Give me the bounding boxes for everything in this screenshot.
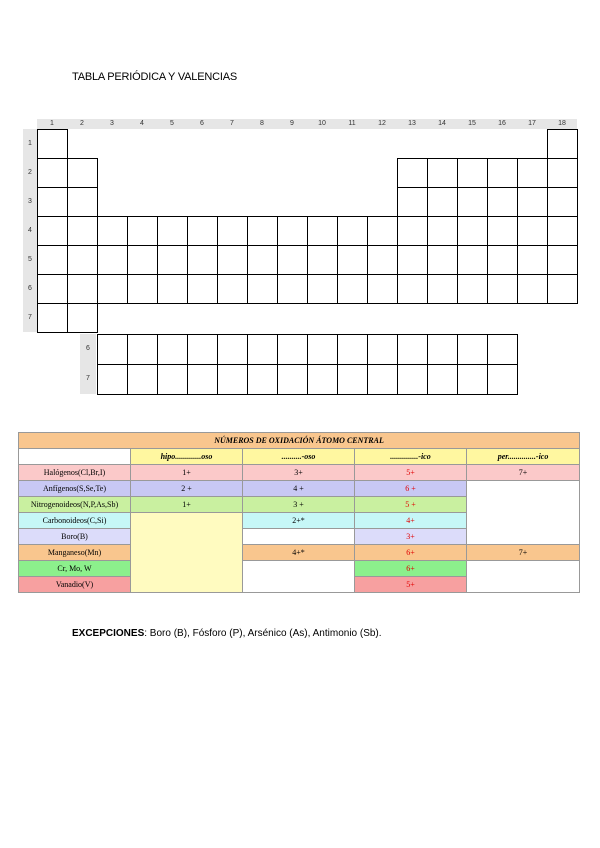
row-anfigenos bbox=[19, 481, 580, 497]
period-number-5: 5 bbox=[23, 245, 37, 274]
element-cell bbox=[277, 245, 308, 275]
group-number-4: 4 bbox=[127, 119, 157, 129]
exceptions-note bbox=[72, 628, 382, 639]
cell-hipo: 2 + bbox=[131, 481, 243, 497]
periodic-table bbox=[0, 0, 600, 420]
element-cell bbox=[427, 187, 458, 217]
f-block-cell bbox=[337, 334, 368, 365]
element-cell bbox=[547, 158, 578, 188]
col-hipo-oso: hipo.............oso bbox=[131, 449, 243, 465]
element-cell bbox=[397, 187, 428, 217]
element-cell bbox=[247, 245, 278, 275]
cell-ico: 4+ bbox=[355, 513, 467, 529]
period-number-7: 7 bbox=[23, 303, 37, 332]
f-block-cell bbox=[457, 364, 488, 395]
f-block-cell bbox=[157, 334, 188, 365]
group-number-13: 13 bbox=[397, 119, 427, 129]
cell-oso: 4+* bbox=[243, 545, 355, 561]
f-block-cell bbox=[427, 334, 458, 365]
element-cell bbox=[547, 245, 578, 275]
cell-oso bbox=[243, 529, 355, 545]
element-cell bbox=[457, 216, 488, 246]
cell-hipo bbox=[131, 545, 243, 561]
f-block-cell bbox=[457, 334, 488, 365]
f-block-cell bbox=[397, 334, 428, 365]
row-manganeso bbox=[19, 545, 580, 561]
f-block-cell bbox=[187, 334, 218, 365]
cell-hipo bbox=[131, 513, 243, 529]
exceptions-label: EXCEPCIONES bbox=[72, 628, 145, 639]
element-cell bbox=[157, 216, 188, 246]
f-block-cell bbox=[277, 334, 308, 365]
element-cell bbox=[67, 187, 98, 217]
f-block-cell bbox=[247, 334, 278, 365]
f-block-cell bbox=[157, 364, 188, 395]
row-name: Carbonoideos(C,Si) bbox=[19, 513, 131, 529]
element-cell bbox=[547, 129, 578, 159]
group-number-9: 9 bbox=[277, 119, 307, 129]
element-cell bbox=[37, 187, 68, 217]
row-name: Nitrogenoideos(N,P,As,Sb) bbox=[19, 497, 131, 513]
element-cell bbox=[487, 187, 518, 217]
group-number-16: 16 bbox=[487, 119, 517, 129]
element-cell bbox=[127, 274, 158, 304]
group-number-15: 15 bbox=[457, 119, 487, 129]
element-cell bbox=[247, 274, 278, 304]
group-number-1: 1 bbox=[37, 119, 67, 129]
f-block-cell bbox=[367, 334, 398, 365]
element-cell bbox=[37, 129, 68, 159]
element-cell bbox=[367, 274, 398, 304]
cell-per: 7+ bbox=[467, 465, 580, 481]
element-cell bbox=[97, 245, 128, 275]
row-name: Manganeso(Mn) bbox=[19, 545, 131, 561]
element-cell bbox=[367, 216, 398, 246]
period-number-3: 3 bbox=[23, 187, 37, 216]
element-cell bbox=[157, 274, 188, 304]
element-cell bbox=[187, 274, 218, 304]
element-cell bbox=[37, 274, 68, 304]
element-cell bbox=[517, 274, 548, 304]
lanthanide-label: 6 bbox=[80, 334, 96, 364]
cell-ico: 5 + bbox=[355, 497, 467, 513]
row-halogenos bbox=[19, 465, 580, 481]
group-number-17: 17 bbox=[517, 119, 547, 129]
f-block-cell bbox=[487, 334, 518, 365]
element-cell bbox=[427, 158, 458, 188]
element-cell bbox=[247, 216, 278, 246]
row-name: Halógenos(Cl,Br,I) bbox=[19, 465, 131, 481]
group-number-14: 14 bbox=[427, 119, 457, 129]
element-cell bbox=[487, 274, 518, 304]
col-oso: ..........-oso bbox=[243, 449, 355, 465]
element-cell bbox=[127, 245, 158, 275]
element-cell bbox=[487, 245, 518, 275]
element-cell bbox=[67, 245, 98, 275]
group-number-12: 12 bbox=[367, 119, 397, 129]
row-vanadio bbox=[19, 577, 580, 593]
cell-per bbox=[467, 513, 580, 529]
cell-hipo: 1+ bbox=[131, 465, 243, 481]
actinide-label: 7 bbox=[80, 364, 96, 394]
group-number-6: 6 bbox=[187, 119, 217, 129]
row-name: Vanadio(V) bbox=[19, 577, 131, 593]
group-number-3: 3 bbox=[97, 119, 127, 129]
element-cell bbox=[67, 303, 98, 333]
element-cell bbox=[427, 216, 458, 246]
f-block-cell bbox=[97, 334, 128, 365]
oxidation-table-header-row bbox=[19, 449, 580, 465]
group-number-18: 18 bbox=[547, 119, 577, 129]
f-block-cell bbox=[367, 364, 398, 395]
group-number-2: 2 bbox=[67, 119, 97, 129]
element-cell bbox=[37, 158, 68, 188]
f-block-cell bbox=[277, 364, 308, 395]
element-cell bbox=[547, 187, 578, 217]
cell-oso: 3+ bbox=[243, 465, 355, 481]
cell-ico: 3+ bbox=[355, 529, 467, 545]
cell-per bbox=[467, 529, 580, 545]
element-cell bbox=[427, 245, 458, 275]
group-number-10: 10 bbox=[307, 119, 337, 129]
element-cell bbox=[217, 274, 248, 304]
f-block-cell bbox=[247, 364, 278, 395]
oxidation-table bbox=[18, 432, 580, 593]
f-block-cell bbox=[127, 364, 158, 395]
element-cell bbox=[187, 216, 218, 246]
element-cell bbox=[517, 216, 548, 246]
row-name: Cr, Mo, W bbox=[19, 561, 131, 577]
cell-ico: 6+ bbox=[355, 545, 467, 561]
row-boro bbox=[19, 529, 580, 545]
oxidation-table-title: NÚMEROS DE OXIDACIÓN ÁTOMO CENTRAL bbox=[19, 433, 580, 449]
element-cell bbox=[397, 274, 428, 304]
f-block-cell bbox=[337, 364, 368, 395]
cell-oso: 2+* bbox=[243, 513, 355, 529]
cell-hipo bbox=[131, 561, 243, 577]
element-cell bbox=[427, 274, 458, 304]
cell-ico: 6 + bbox=[355, 481, 467, 497]
exceptions-text: : Boro (B), Fósforo (P), Arsénico (As), Antimonio (Sb). bbox=[144, 628, 382, 639]
element-cell bbox=[337, 216, 368, 246]
period-number-2: 2 bbox=[23, 158, 37, 187]
f-block-cell bbox=[187, 364, 218, 395]
element-cell bbox=[397, 158, 428, 188]
element-cell bbox=[517, 245, 548, 275]
cell-ico: 5+ bbox=[355, 577, 467, 593]
element-cell bbox=[157, 245, 188, 275]
element-cell bbox=[517, 158, 548, 188]
f-block-cell bbox=[217, 334, 248, 365]
period-number-4: 4 bbox=[23, 216, 37, 245]
element-cell bbox=[37, 216, 68, 246]
element-cell bbox=[547, 274, 578, 304]
f-block-cell bbox=[427, 364, 458, 395]
element-cell bbox=[457, 158, 488, 188]
element-cell bbox=[397, 245, 428, 275]
element-cell bbox=[487, 216, 518, 246]
element-cell bbox=[307, 216, 338, 246]
element-cell bbox=[37, 245, 68, 275]
period-number-1: 1 bbox=[23, 129, 37, 158]
element-cell bbox=[307, 274, 338, 304]
cell-oso bbox=[243, 561, 355, 577]
element-cell bbox=[307, 245, 338, 275]
f-block-cell bbox=[217, 364, 248, 395]
cell-hipo bbox=[131, 529, 243, 545]
element-cell bbox=[457, 245, 488, 275]
blank-header-cell bbox=[19, 449, 131, 465]
cell-hipo: 1+ bbox=[131, 497, 243, 513]
cell-oso: 3 + bbox=[243, 497, 355, 513]
cell-hipo bbox=[131, 577, 243, 593]
element-cell bbox=[337, 245, 368, 275]
f-block-cell bbox=[397, 364, 428, 395]
cell-per: 7+ bbox=[467, 545, 580, 561]
element-cell bbox=[367, 245, 398, 275]
element-cell bbox=[487, 158, 518, 188]
element-cell bbox=[457, 274, 488, 304]
element-cell bbox=[67, 274, 98, 304]
col-per-ico: per..............-ico bbox=[467, 449, 580, 465]
element-cell bbox=[37, 303, 68, 333]
group-number-11: 11 bbox=[337, 119, 367, 129]
group-number-5: 5 bbox=[157, 119, 187, 129]
element-cell bbox=[67, 158, 98, 188]
element-cell bbox=[277, 216, 308, 246]
element-cell bbox=[277, 274, 308, 304]
page-title: TABLA PERIÓDICA Y VALENCIAS bbox=[72, 71, 237, 83]
element-cell bbox=[217, 216, 248, 246]
element-cell bbox=[187, 245, 218, 275]
period-number-6: 6 bbox=[23, 274, 37, 303]
element-cell bbox=[457, 187, 488, 217]
group-number-8: 8 bbox=[247, 119, 277, 129]
row-carbonoideos bbox=[19, 513, 580, 529]
row-name: Anfígenos(S,Se,Te) bbox=[19, 481, 131, 497]
f-block-cell bbox=[487, 364, 518, 395]
row-cr-mo-w bbox=[19, 561, 580, 577]
cell-per bbox=[467, 561, 580, 577]
element-cell bbox=[67, 216, 98, 246]
element-cell bbox=[127, 216, 158, 246]
cell-per bbox=[467, 497, 580, 513]
element-cell bbox=[97, 216, 128, 246]
cell-per bbox=[467, 481, 580, 497]
group-number-7: 7 bbox=[217, 119, 247, 129]
element-cell bbox=[217, 245, 248, 275]
row-nitrogenoideos bbox=[19, 497, 580, 513]
col-ico: ..............-ico bbox=[355, 449, 467, 465]
row-name: Boro(B) bbox=[19, 529, 131, 545]
element-cell bbox=[547, 216, 578, 246]
cell-per bbox=[467, 577, 580, 593]
cell-oso: 4 + bbox=[243, 481, 355, 497]
f-block-cell bbox=[97, 364, 128, 395]
element-cell bbox=[337, 274, 368, 304]
element-cell bbox=[97, 274, 128, 304]
f-block-cell bbox=[307, 364, 338, 395]
element-cell bbox=[517, 187, 548, 217]
f-block-cell bbox=[127, 334, 158, 365]
element-cell bbox=[397, 216, 428, 246]
cell-ico: 5+ bbox=[355, 465, 467, 481]
f-block-cell bbox=[307, 334, 338, 365]
cell-oso bbox=[243, 577, 355, 593]
cell-ico: 6+ bbox=[355, 561, 467, 577]
